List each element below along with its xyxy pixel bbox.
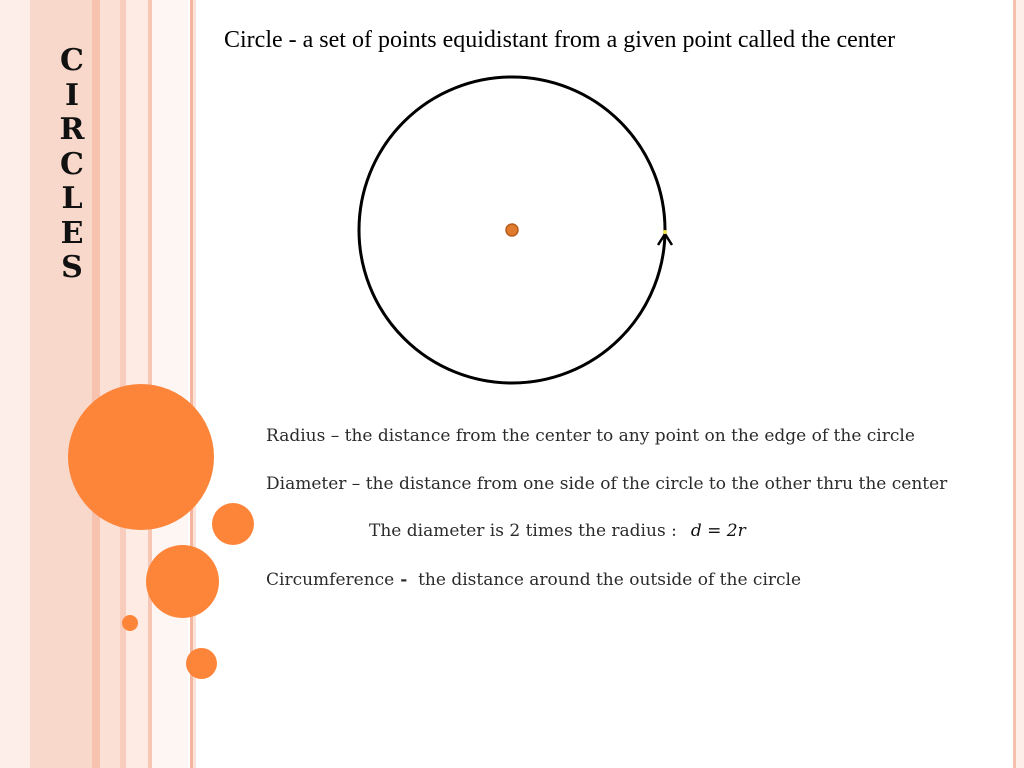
arrow-tip-marker bbox=[663, 230, 667, 234]
circumference-dash: - bbox=[400, 570, 408, 590]
title-letter: E bbox=[60, 215, 84, 251]
decor-bubble-large bbox=[68, 384, 214, 530]
title-letter: R bbox=[59, 112, 85, 147]
circumference-term: Circumference bbox=[266, 570, 395, 590]
radius-definition: Radius – the distance from the center to any point on the edge of the circle bbox=[266, 426, 915, 446]
vertical-title bbox=[52, 44, 92, 286]
title-letter: I bbox=[64, 77, 80, 113]
title-letter: C bbox=[60, 146, 84, 182]
decor-bubble-small bbox=[186, 648, 217, 679]
diameter-relation-label: The diameter is 2 times the radius : bbox=[369, 521, 677, 541]
decor-stripe bbox=[92, 0, 100, 768]
diameter-relation bbox=[369, 521, 746, 541]
title-letter: C bbox=[60, 43, 84, 78]
decor-right-stripe bbox=[1016, 0, 1024, 768]
decor-bubble-tiny bbox=[122, 615, 138, 631]
circle-diagram bbox=[350, 70, 680, 395]
slide-heading: Circle - a set of points equidistant from a given point called the center bbox=[224, 27, 896, 53]
circumference-definition bbox=[266, 570, 801, 590]
circumference-text: the distance around the outside of the circle bbox=[407, 570, 802, 590]
decor-bubble-medium bbox=[146, 545, 219, 618]
title-letter: S bbox=[61, 250, 83, 285]
title-letter: L bbox=[61, 181, 83, 216]
diameter-formula: d = 2r bbox=[690, 521, 746, 541]
center-point bbox=[506, 224, 518, 236]
decor-stripe bbox=[152, 0, 188, 768]
decor-stripe bbox=[100, 0, 120, 768]
diameter-definition: Diameter – the distance from one side of the circle to the other thru the center bbox=[266, 474, 948, 494]
decor-stripe bbox=[0, 0, 30, 768]
decor-bubble-small bbox=[212, 503, 254, 545]
